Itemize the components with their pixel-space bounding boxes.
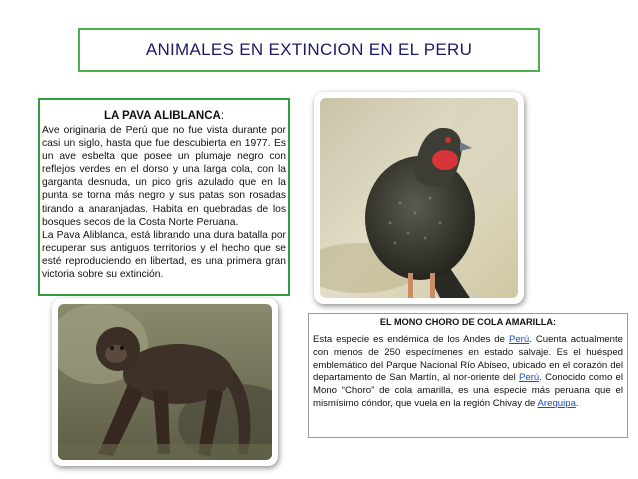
- mono-text-4: .: [575, 397, 579, 409]
- peru-link-1[interactable]: Perú: [508, 334, 530, 345]
- pava-aliblanca-textbox: [38, 98, 290, 296]
- arequipa-link[interactable]: Arequipa: [537, 397, 576, 409]
- pava-heading-colon: :: [220, 110, 225, 122]
- mono-text-1: Esta especie es endémica de los Andes de: [313, 334, 509, 345]
- mono-text-2: . Cuenta actualmente con menos de 250 especímenes en estado salvaje. Es el huésped emblemático del Parque Nacional Río Abiseo, ubicado en el corazón del departamento de San Martín, al nor-oriente del: [313, 334, 623, 384]
- page-title: ANIMALES EN EXTINCION EN EL PERU: [145, 40, 473, 59]
- pava-heading: [42, 110, 286, 122]
- pava-paragraph-1: Ave originaria de Perú que no fue vista durante por casi un siglo, hasta que fue descubierta en 1977. Es un ave esbelta que posee un plumaje negro con reflejos verdes en el dorso y una larga cola, con la garganta desnuda, un pico gris azulado que en la punta se torna más negro y sus patas son rosadas tirando a anaranjadas. Habita en quebradas de los bosques secos de la Costa Norte Peruana.: [42, 125, 286, 228]
- peru-link-2[interactable]: Perú: [518, 372, 540, 384]
- mono-choro-image: [58, 304, 272, 460]
- mono-heading: EL MONO CHORO DE COLA AMARILLA:: [379, 317, 557, 327]
- mono-description: [313, 334, 623, 411]
- pava-paragraph-2: La Pava Aliblanca, está librando una dura batalla por recuperar sus antiguos territorios y el hecho que se esté reproduciendo en libertad, es una primera gran victoria sobre su extinción.: [42, 229, 286, 281]
- monkey-photo: [52, 298, 278, 466]
- mono-text-3: . Conocido como el Mono “Choro” de cola amarilla, es una especie más peruana que el mismísimo cóndor, que vuela en la región Chivay de: [313, 372, 624, 409]
- pava-description: [42, 124, 286, 281]
- pava-heading-text: LA PAVA ALIBLANCA: [103, 110, 221, 122]
- mono-choro-textbox: [308, 313, 628, 438]
- pava-bird-image: [320, 98, 518, 298]
- bird-photo: [314, 92, 524, 304]
- title-box: [78, 28, 540, 72]
